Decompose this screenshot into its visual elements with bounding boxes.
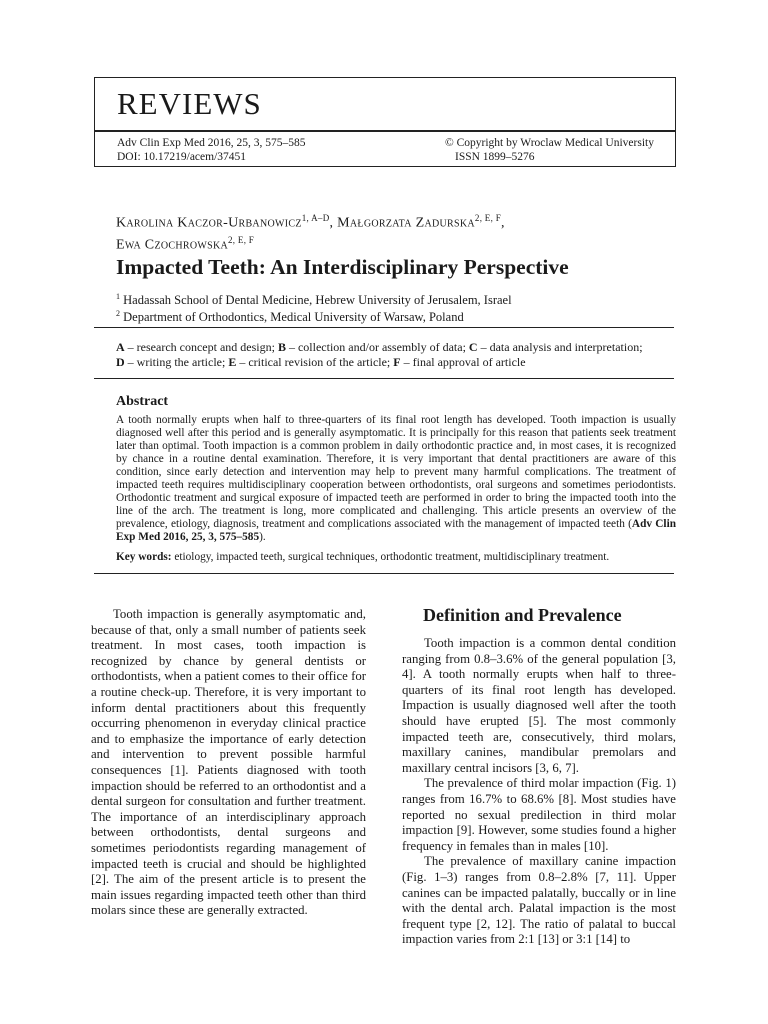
contribution-roles: A – research concept and design; B – collection and/or assembly of data; C – data analysis and interpretation; D – writing the article; E – critical revision of the article; F – final approval of article [116,340,643,369]
copyright-block [445,136,654,164]
body-paragraph: The prevalence of third molar impaction (Fig. 1) ranges from 16.7% to 68.6% [8]. Most studies have reported no sexual predilection in third molar impaction [9]. However, some studies found a higher frequency in females than in males [10]. [402,776,676,853]
author-name: Małgorzata Zadurska [337,215,475,231]
section-label: REVIEWS [117,86,262,121]
affiliations [116,290,512,324]
issn: ISSN 1899–5276 [455,151,535,163]
journal-citation: Adv Clin Exp Med 2016, 25, 3, 575–585 [117,137,306,149]
body-paragraph: Tooth impaction is a common dental condition ranging from 0.8–3.6% of the general population [3, 4]. A tooth normally erupts when half to three-quarters of its final root length has developed. Impaction is usually diagnosed well after the tooth should have erupted [5]. The most commonly impacted teeth are, consecutively, third molars, maxillary canines, mandibular premolars and maxillary central incisors [3, 6, 7]. [402,636,676,775]
abstract-citation: Adv Clin Exp Med 2016, 25, 3, 575–585 [116,518,676,543]
author-affil-mark: 2, E, F [474,213,501,223]
copyright: © Copyright by Wroclaw Medical University [445,137,654,149]
article-title: Impacted Teeth: An Interdisciplinary Perspective [116,255,569,279]
author-affil-mark: 2, E, F [228,234,255,245]
body-column-right [402,636,676,948]
divider [94,327,674,328]
body-paragraph: The prevalence of maxillary canine impaction (Fig. 1–3) ranges from 0.8–2.8% [7, 11]. Upper canines can be impacted palatally, buccally or in line with the dental arch. Palatal impaction is the most frequent type [2, 12]. The ratio of palatal to buccal impaction varies from 2:1 [13] or 3:1 [14] to [402,854,676,947]
author-name: Ewa Czochrowska [116,237,228,253]
journal-meta-box [94,131,676,167]
body-column-left [91,607,366,919]
section-header-box [94,77,676,131]
doi: DOI: 10.17219/acem/37451 [117,151,247,163]
abstract-text: A tooth normally erupts when half to three-quarters of its final root length has developed. Tooth impaction is usually diagnosed well after this period and is generally asymptomatic. It is principally for this reason that patients seek treatment later than optimal. Tooth impaction is a common problem in daily orthodontic practice and, in most cases, it is recognized by chance in a routine dental examination. Therefore, it is very important that dental practitioners are aware of this condition, since early detection and intervention may help to prevent many harmful complications. The treatment of impacted teeth requires multidisciplinary cooperation between orthodontists, oral surgeons and sometimes periodontists. Orthodontic treatment and surgical exposure of impacted teeth are performed in order to bring the impacted tooth into the line of the arch. The treatment is long, more complicated and challenging. This article presents an overview of the prevalence, etiology, diagnosis, treatment and complications associated with the management of impacted teeth (Adv Clin Exp Med 2016, 25, 3, 575–585). [116,414,676,543]
affiliation: $^2$ Department of Orthodontics, Medical University of Warsaw, Poland [116,309,464,325]
divider [94,573,674,574]
author-list: Karolina Kaczor-Urbanowicz$^{1, A-D}$, Małgorzata Zadurska$^{2, E, F}$, Ewa Czochrowska$^{2, E, F}$ [116,213,505,253]
author-affil-mark: 1, A–D [301,213,330,223]
affiliation: $^1$ Hadassah School of Dental Medicine, Hebrew University of Jerusalem, Israel [116,292,512,308]
body-paragraph: Tooth impaction is generally asymptomatic and, because of that, only a small number of patients seek treatment. In most cases, tooth impaction is recognized by chance by general dentists or orthodontists, when a patient comes to their office for a routine check-up. Therefore, it is very important to inform dental practitioners about this frequently occurring phenomenon in everyday clinical practice and to emphasize the importance of early detection and intervention to prevent possible harmful consequences [1]. Patients diagnosed with tooth impaction should be referred to an orthodontist and a dental surgeon for consultation and further treatment. The importance of an interdisciplinary approach between orthodontists, dental surgeons and sometimes periodontists regarding management of impacted teeth is crucial and should be highlighted [2]. The aim of the present article is to present the main issues regarding impacted teeth other than third molars since these are generally extracted. [91,607,366,918]
section-heading: Definition and Prevalence [423,605,622,625]
abstract-heading: Abstract [116,394,169,409]
keywords: Key words: etiology, impacted teeth, surgical techniques, orthodontic treatment, multidisciplinary treatment. [116,551,610,563]
divider [94,378,674,379]
citation-block [117,136,305,164]
author-name: Karolina Kaczor-Urbanowicz [116,215,302,231]
